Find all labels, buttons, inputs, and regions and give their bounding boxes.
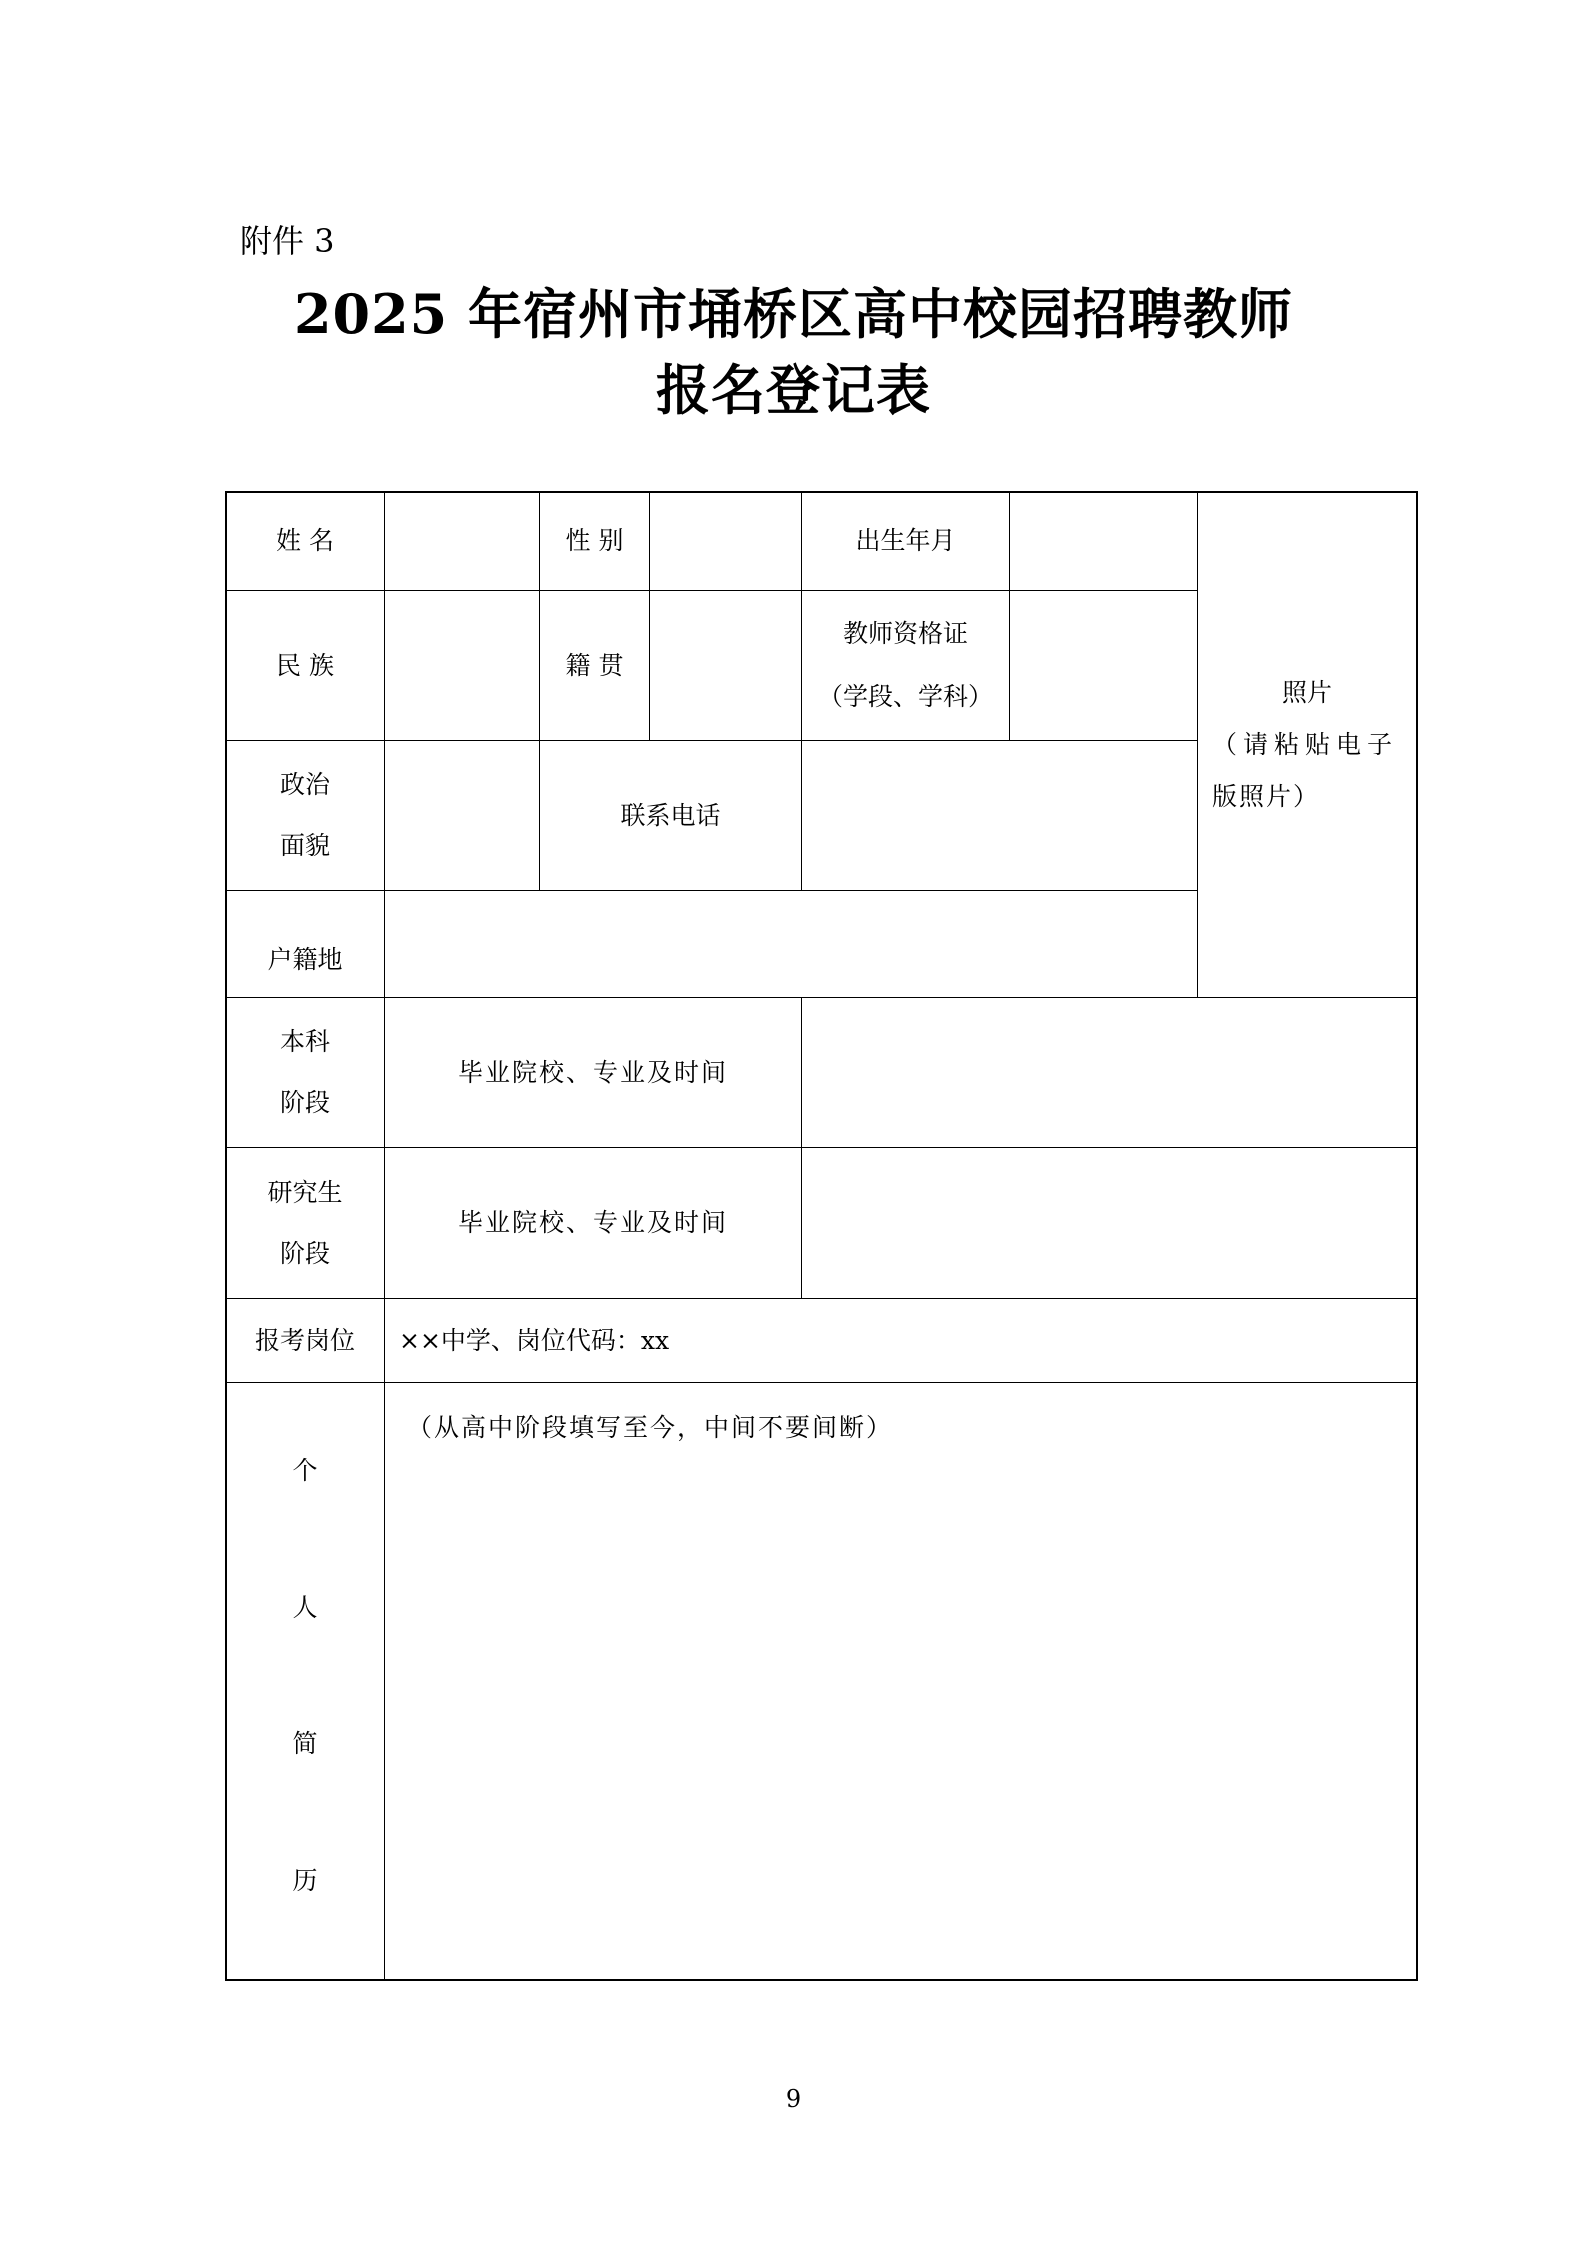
photo-cell[interactable] xyxy=(1197,491,1417,998)
resume-label-char: 历 xyxy=(292,1865,318,1895)
phone-label: 联系电话 xyxy=(539,740,802,891)
photo-hint-line2: 版照片） xyxy=(1212,781,1321,811)
position-label: 报考岗位 xyxy=(225,1298,385,1383)
undergrad-label-line2: 阶段 xyxy=(279,1087,330,1117)
ethnicity-input[interactable] xyxy=(384,590,540,741)
cert-label-line2: （学段、学科） xyxy=(817,681,993,711)
position-input[interactable]: ××中学、岗位代码：xx xyxy=(384,1298,1417,1383)
resume-label-char: 个 xyxy=(292,1456,318,1486)
page-title: 2025 年宿州市埇桥区高中校园招聘教师 xyxy=(293,282,1294,346)
photo-hint-line1: （请粘贴电子 xyxy=(1212,729,1399,759)
undergrad-field-label: 毕业院校、专业及时间 xyxy=(384,997,802,1148)
household-label: 户籍地 xyxy=(225,890,385,998)
name-input[interactable] xyxy=(384,491,540,591)
name-label: 姓 名 xyxy=(225,491,385,591)
undergrad-input[interactable] xyxy=(801,997,1417,1148)
page-subtitle: 报名登记表 xyxy=(656,358,931,422)
ethnicity-label: 民 族 xyxy=(225,590,385,741)
birth-input[interactable] xyxy=(1009,491,1198,591)
resume-label-char: 简 xyxy=(292,1729,318,1759)
political-label-line1: 政治 xyxy=(279,770,330,800)
native-place-label: 籍 贯 xyxy=(539,590,650,741)
grad-label xyxy=(225,1147,385,1299)
grad-field-label: 毕业院校、专业及时间 xyxy=(384,1147,802,1299)
grad-label-line2: 阶段 xyxy=(279,1238,330,1268)
photo-label: 照片 xyxy=(1281,677,1332,707)
birth-label: 出生年月 xyxy=(801,491,1010,591)
native-place-input[interactable] xyxy=(649,590,802,741)
phone-input[interactable] xyxy=(801,740,1198,891)
political-input[interactable] xyxy=(384,740,540,891)
resume-hint: （从高中阶段填写至今，中间不要间断） xyxy=(407,1413,894,1442)
cert-label xyxy=(801,590,1010,741)
undergrad-label xyxy=(225,997,385,1148)
attachment-label: 附件 3 xyxy=(240,222,335,260)
grad-input[interactable] xyxy=(801,1147,1417,1299)
gender-label: 性 别 xyxy=(539,491,650,591)
resume-label xyxy=(225,1382,385,1980)
cert-label-line1: 教师资格证 xyxy=(842,619,968,649)
gender-input[interactable] xyxy=(649,491,802,591)
page-number: 9 xyxy=(785,2085,802,2113)
resume-input[interactable] xyxy=(384,1382,1417,1980)
undergrad-label-line1: 本科 xyxy=(279,1027,330,1057)
political-label-line2: 面貌 xyxy=(279,830,330,860)
grad-label-line1: 研究生 xyxy=(267,1177,343,1207)
political-label xyxy=(225,740,385,891)
household-input[interactable] xyxy=(384,890,1198,998)
resume-label-char: 人 xyxy=(292,1592,318,1622)
cert-input[interactable] xyxy=(1009,590,1198,741)
